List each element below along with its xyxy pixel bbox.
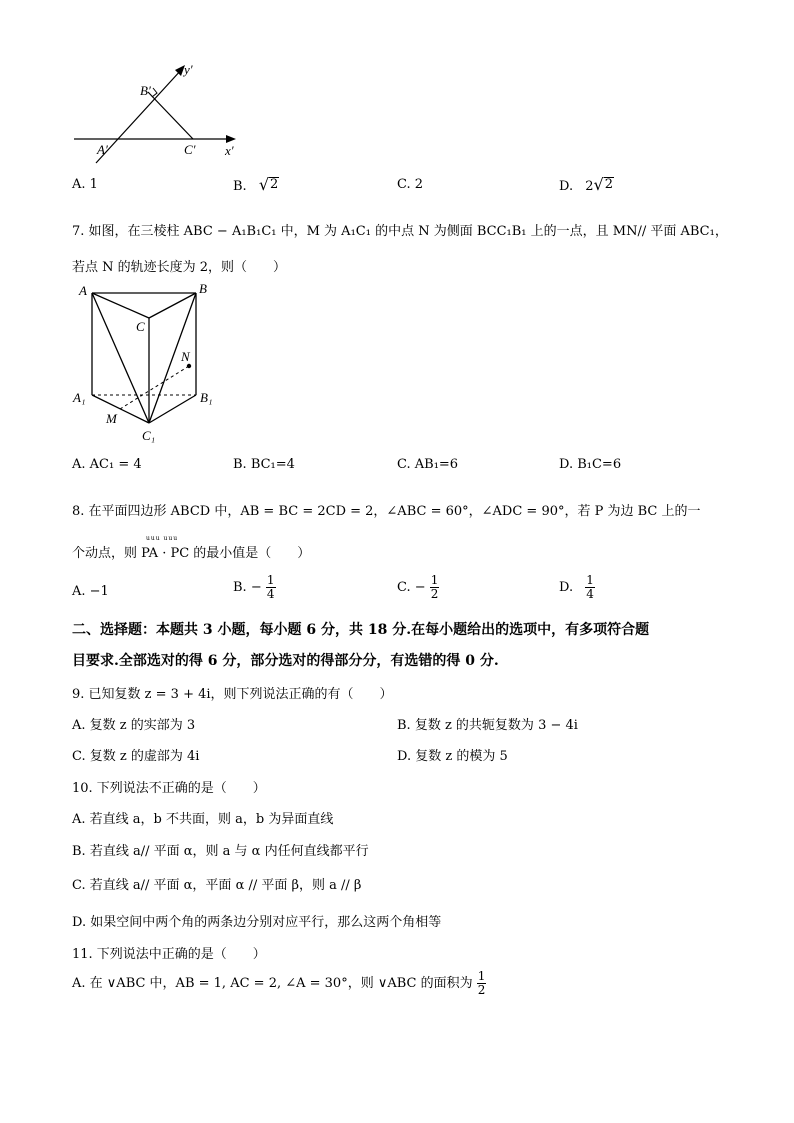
label-a: A [79,283,87,298]
label-b1: B₁ [200,390,213,405]
q8-option-b-den: 4 [266,587,275,601]
q8-option-c [397,574,439,601]
q8-stem-line2: 个动点，则 PA · PC 的最小值是（ ） [72,546,311,561]
q11-option-a [72,970,486,997]
q7-option-c: C. AB₁=6 [397,457,459,472]
q11-option-a-text: A. 在 ∨ABC 中，AB = 1, AC = 2, ∠A = 30°，则 ∨ABC 的面积为 [72,976,473,991]
fraction [430,574,440,601]
q7-option-d: D. B₁C=6 [559,457,622,472]
q8-option-c-den: 2 [430,587,439,601]
q6-option-d-radicand: 2 [604,177,613,192]
point-n [187,364,191,368]
label-b-prime: B′ [140,83,151,98]
label-c-prime: C′ [184,142,196,157]
q8-vector-marks: uuu uuu [146,535,179,542]
section2-heading-line2: 目要求.全部选对的得 6 分，部分选对的得部分分，有选错的得 0 分. [72,653,499,669]
label-a1: A₁ [73,390,86,405]
q8-option-c-num: 1 [430,573,439,587]
q7-option-b: B. BC₁=4 [233,457,295,472]
right-angle-mark [152,88,157,97]
label-c: C [136,319,145,334]
q6-option-c: C. 2 [397,177,424,192]
q9-option-b: B. 复数 z 的共轭复数为 3 − 4i [397,718,578,733]
sqrt-symbol: √ 2 [593,175,613,194]
q7-stem-line2: 若点 N 的轨迹长度为 2，则（ ） [72,260,287,275]
fraction [266,574,276,601]
edge-b1c1 [149,395,196,423]
fraction [585,574,595,601]
edge-ac [92,293,149,318]
label-c1: C₁ [142,428,156,443]
label-a-prime: A′ [97,142,108,157]
y-axis-line [96,69,182,163]
segment-ac1 [92,293,149,423]
q10-option-a: A. 若直线 a，b 不共面，则 a，b 为异面直线 [72,812,334,827]
q9-option-d: D. 复数 z 的模为 5 [397,749,508,764]
q10-option-d: D. 如果空间中两个角的两条边分别对应平行，那么这两个角相等 [72,915,442,930]
q8-option-c-prefix: C. − [397,580,426,595]
q6-option-b [233,175,279,194]
label-b: B [199,281,207,296]
q6-option-d [559,175,614,194]
q8-option-b [233,574,276,601]
segment-bc [148,92,193,139]
label-m: M [106,411,117,426]
x-axis-arrow [226,135,236,143]
q6-option-b-prefix: B. [233,179,247,194]
q7-stem-line1: 7. 如图，在三棱柱 ABC − A₁B₁C₁ 中，M 为 A₁C₁ 的中点 N 为侧面 BCC₁B₁ 上的一点，且 MN// 平面 ABC₁， [72,224,728,239]
q10-option-b: B. 若直线 a// 平面 α，则 a 与 α 内任何直线都平行 [72,844,369,859]
sqrt-symbol: √ 2 [258,175,279,194]
q9-option-a: A. 复数 z 的实部为 3 [72,718,196,733]
q9-option-c: C. 复数 z 的虚部为 4i [72,749,200,764]
q8-option-a: A. −1 [72,584,109,599]
q8-option-b-prefix: B. − [233,580,262,595]
q8-option-d-prefix: D. [559,580,574,595]
q9-stem: 9. 已知复数 z = 3 + 4i，则下列说法正确的有（ ） [72,687,393,702]
q6-option-d-coef: 2 [585,179,594,194]
q10-option-c: C. 若直线 a// 平面 α，平面 α // 平面 β，则 a // β [72,878,362,893]
label-n: N [181,349,190,364]
q8-option-b-num: 1 [266,573,275,587]
oblique-axis-figure [60,55,260,165]
section2-heading-line1: 二、选择题：本题共 3 小题，每小题 6 分，共 18 分.在每小题给出的选项中，有多项符合题 [72,622,650,638]
q6-option-a: A. 1 [72,177,98,192]
q10-stem: 10. 下列说法不正确的是（ ） [72,781,266,796]
q8-stem-line1: 8. 在平面四边形 ABCD 中，AB = BC = 2CD = 2，∠ABC = 60°，∠ADC = 90°，若 P 为边 BC 上的一 [72,504,701,519]
q11-option-a-den: 2 [477,983,486,997]
segment-mn-dashed [120,366,189,409]
q11-stem: 11. 下列说法中正确的是（ ） [72,947,266,962]
q8-option-d-num: 1 [586,573,594,587]
q8-option-d-den: 4 [586,587,594,601]
label-x-prime: x′ [225,143,234,158]
q6-option-b-radicand: 2 [270,177,279,192]
q6-option-d-prefix: D. [559,179,574,194]
prism-figure [70,278,220,448]
label-y-prime: y′ [184,62,193,77]
q7-option-a: A. AC₁ = 4 [72,457,142,472]
q11-option-a-num: 1 [477,969,486,983]
fraction [477,970,487,997]
q8-option-d [559,574,595,601]
